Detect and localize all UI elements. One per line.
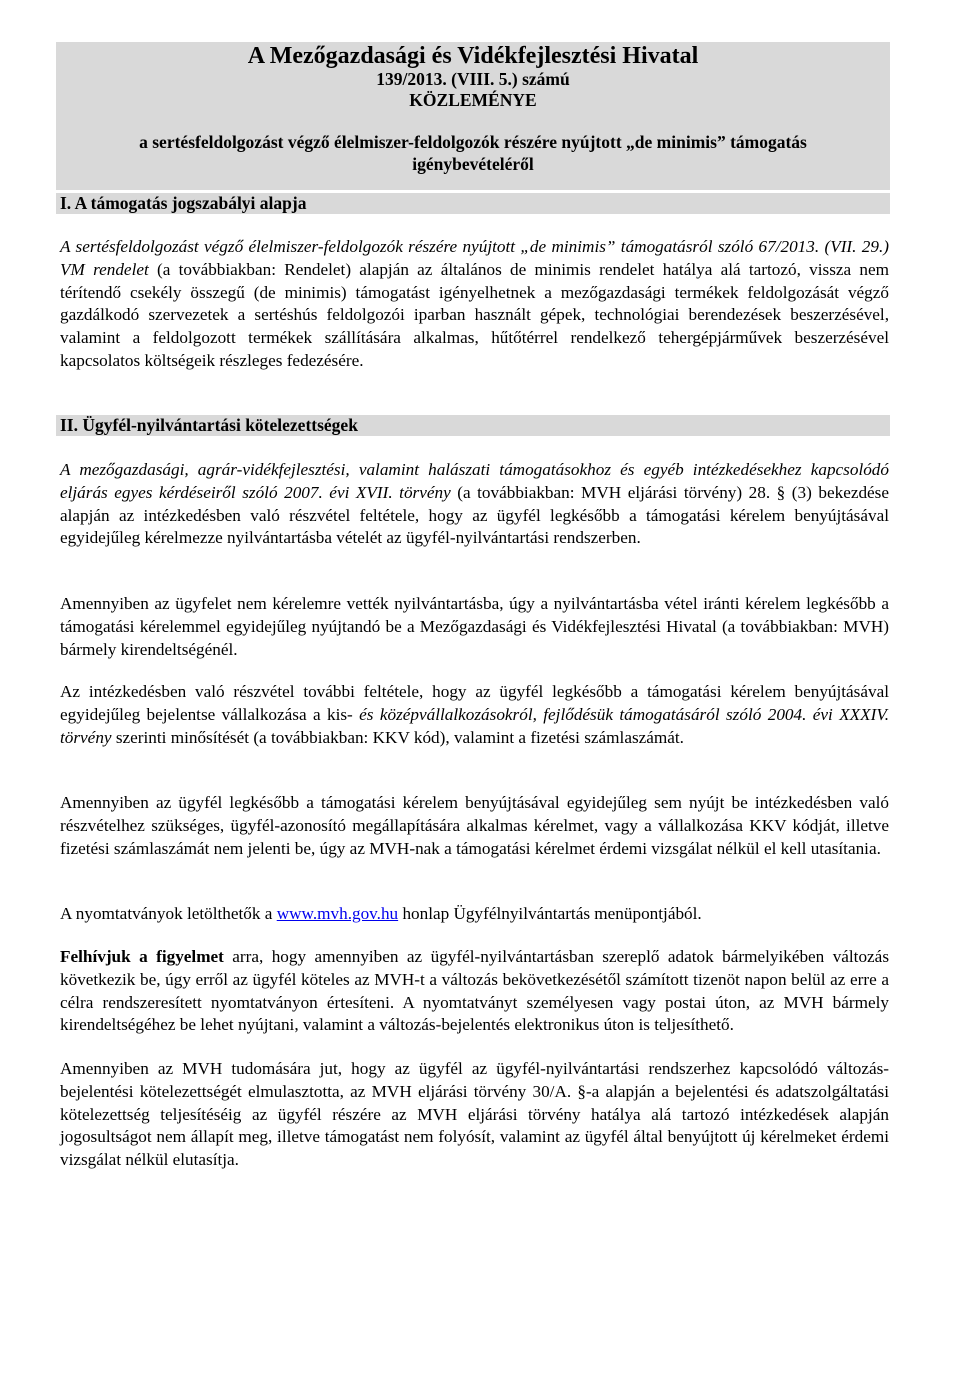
announcement-kind: KÖZLEMÉNYE (409, 90, 537, 110)
attention-label: Felhívjuk a figyelmet (60, 947, 224, 966)
section-1-paragraph (60, 236, 889, 373)
law-title: A mezőgazdasági, agrár-vidékfejlesztési, valamint halászati támogatásokhoz és egyéb intézkedésekhez kapcsolódó eljárás egyes kérdéseiről szóló 2007. évi XVII. törvény (60, 460, 889, 502)
section-1-heading: I. A támogatás jogszabályi alapja (56, 193, 890, 214)
announcement-number: 139/2013. (VIII. 5.) számú (376, 69, 570, 89)
section-2-paragraph-7: Amennyiben az MVH tudomására jut, hogy az ügyfél az ügyfél-nyilvántartási rendszerhez kapcsolódó változás-bejelentési kötelezettségét elmulasztotta, az MVH eljárási törvény 30/A. §-a alapján a bejelentési és adatszolgáltatási kötelezettség teljesítéséig az ügyfél részére az MVH eljárási törvény hatálya alá tartozó intézkedések alapján jogosultságot nem állapít meg, illetve támogatást nem folyósít, valamint az ügyfél által benyújtott új kérelmeket érdemi vizsgálat nélkül elutasítja. (60, 1059, 889, 1170)
section-2-paragraph-5-text-a: A nyomtatványok letölthetők a (60, 904, 277, 923)
section-2-paragraph-6-text: arra, hogy amennyiben az ügyfél-nyilvántartásban szereplő adatok bármelyikében változás következik be, úgy erről az ügyfél köteles az MVH-t a változás bekövetkezésétől számított tizenöt napon belül az erre a célra rendszeresített nyomtatványon értesíteni. A nyomtatványt személyesen vagy postai úton, az MVH bármely kirendeltségéhez be lehet nyújtani, valamint a változás-bejelentés elektronikus úton is teljesíthető. (60, 947, 890, 1035)
kkv-law-title: és középvállalkozásokról, fejlődésük támogatásáról szóló 2004. évi XXXIV. törvény (60, 704, 889, 747)
section-2-paragraph-3-text-b: szerinti minősítését (a továbbiakban: KKV kód), valamint a fizetési számlaszámát. (111, 727, 684, 747)
section-2-paragraph-1-text: (a továbbiakban: MVH eljárási törvény) 28. § (3) bekezdése alapján az intézkedésben való részvétel feltétele, hogy az ügyfél legkésőbb a támogatási kérelem benyújtásával egyidejűleg kérelmezze nyilvántartásba vételét az ügyfél-nyilvántartási rendszerben. (60, 482, 889, 548)
section-2-paragraph-4: Amennyiben az ügyfél legkésőbb a támogatási kérelem benyújtásával egyidejűleg sem nyújt be intézkedésben való részvételhez szükséges, ügyfél-azonosító megállapítására alkalmas kérelmet, vagy a vállalkozása KKV kódját, illetve fizetési számlaszámát nem jelenti be, úgy az MVH-nak a támogatási kérelmet érdemi vizsgálat nélkül el kell utasítania. (60, 793, 889, 858)
document-header (56, 42, 890, 190)
subject-line-1: a sertésfeldolgozást végző élelmiszer-feldolgozók részére nyújtott „de minimis” támogatás (139, 132, 807, 152)
section-2-heading: II. Ügyfél-nyilvántartási kötelezettségek (56, 415, 890, 436)
subject-line-2: igénybevételéről (412, 154, 534, 174)
section-1-paragraph-text: (a továbbiakban: Rendelet) alapján az általános de minimis rendelet hatálya alá tartozó, vissza nem térítendő csekély összegű (de minimis) támogatást igényelhetnek a mezőgazdasági termékek feldolgozását végző gazdálkodó szervezetek a sertéshús feldolgozói iparban használt gépek, technológiai berendezések beszerzésével, valamint a feldolgozott termékek szállítására alkalmas, hűtőtérrel rendelkező tehergépjárművek beszerzésével kapcsolatos költségeik részleges fedezésére. (60, 259, 889, 370)
section-2-paragraph-3 (60, 681, 889, 749)
issuer-title: A Mezőgazdasági és Vidékfejlesztési Hivatal (247, 43, 699, 69)
section-2-paragraph-2: Amennyiben az ügyfelet nem kérelemre vették nyilvántartásba, úgy a nyilvántartásba vétel iránti kérelem legkésőbb a támogatási kérelemmel egyidejűleg nyújtandó be a Mezőgazdasági és Vidékfejlesztési Hivatal (a továbbiakban: MVH) bármely kirendeltségénél. (60, 594, 889, 659)
section-2-paragraph-5-text-b: honlap Ügyfélnyilvántartás menüpontjából. (398, 904, 702, 923)
regulation-title: A sertésfeldolgozást végző élelmiszer-feldolgozók részére nyújtott „de minimis” támogatásról szóló 67/2013. (VII. 29.) VM rendelet (60, 237, 889, 279)
section-2-paragraph-3-text-a: Az intézkedésben való részvétel további feltétele, hogy az ügyfél legkésőbb a támogatási kérelem benyújtásával egyidejűleg bejelentse vállalkozása a kis- (60, 682, 889, 724)
mvh-website-link[interactable]: www.mvh.gov.hu (276, 904, 399, 923)
section-2-paragraph-5 (60, 903, 889, 926)
section-2-paragraph-1 (60, 459, 889, 550)
section-2-paragraph-6 (60, 946, 889, 1037)
